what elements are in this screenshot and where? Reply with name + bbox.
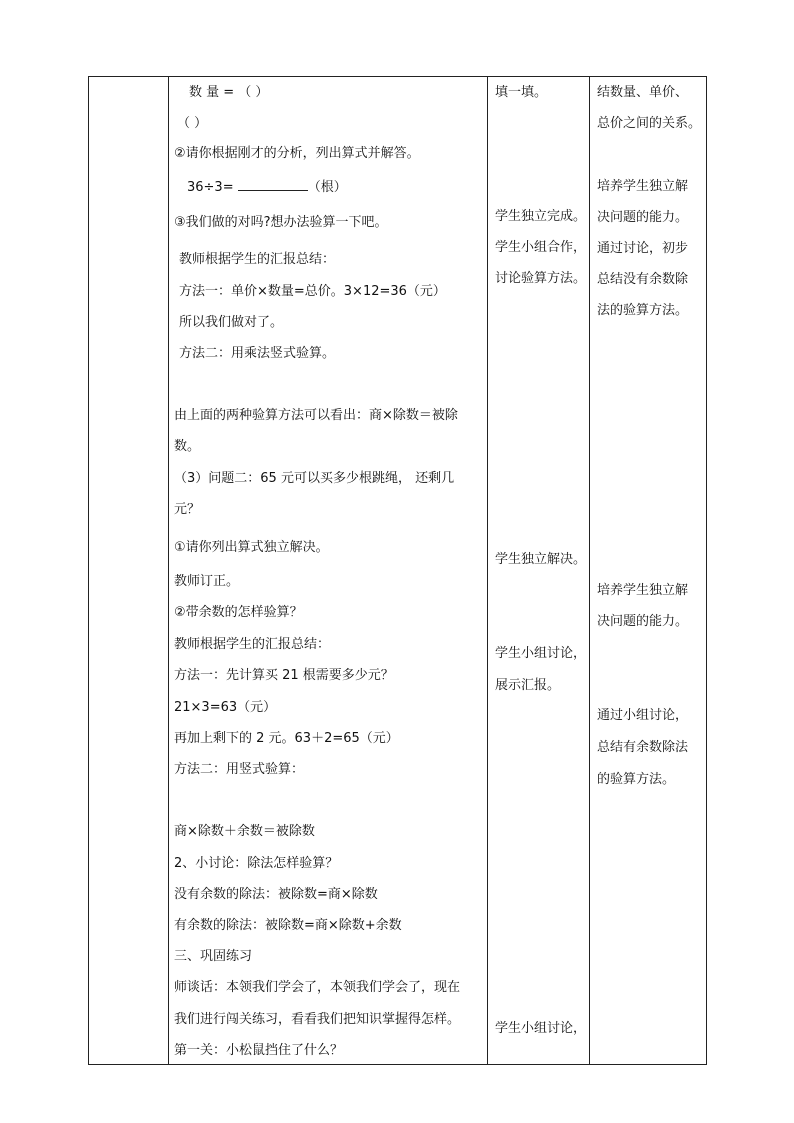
content-line: 21×3=63（元） bbox=[174, 700, 277, 715]
answer-blank bbox=[238, 178, 308, 191]
content-line: 教师订正。 bbox=[174, 574, 240, 589]
content-line: 2、小讨论：除法怎样验算？ bbox=[174, 856, 339, 871]
content-line: 教师根据学生的汇报总结： bbox=[174, 637, 331, 652]
content-line: 有余数的除法：被除数=商×除数+余数 bbox=[174, 918, 402, 933]
purpose-line: 结数量、单价、 bbox=[597, 85, 689, 100]
student-line: 学生小组合作， bbox=[495, 240, 587, 255]
content-line: 方法一：单价×数量=总价。3×12=36（元） bbox=[179, 284, 446, 299]
content-line: ②带余数的怎样验算？ bbox=[174, 605, 303, 620]
student-line: 学生小组讨论， bbox=[495, 646, 587, 661]
purpose-line: 通过小组讨论， bbox=[597, 708, 689, 723]
content-line: 方法一：先计算买 21 根需要多少元？ bbox=[174, 668, 394, 683]
content-line: 没有余数的除法：被除数=商×除数 bbox=[174, 887, 378, 902]
student-activity-column bbox=[488, 77, 589, 1064]
purpose-line: 总结没有余数除 bbox=[597, 272, 689, 287]
teaching-content-column bbox=[169, 77, 487, 1064]
content-line: 数 量 = （ ） bbox=[189, 85, 269, 100]
content-line: 教师根据学生的汇报总结： bbox=[179, 252, 336, 267]
purpose-line: 培养学生独立解 bbox=[597, 179, 689, 194]
lesson-table bbox=[88, 76, 707, 1065]
design-purpose-column bbox=[590, 77, 707, 1064]
content-line bbox=[187, 178, 347, 197]
content-line: 商×除数＋余数＝被除数 bbox=[174, 824, 315, 839]
content-line: 再加上剩下的 2 元。63＋2=65（元） bbox=[174, 731, 399, 746]
student-line: 学生独立完成。 bbox=[495, 209, 587, 224]
purpose-line: 培养学生独立解 bbox=[597, 583, 689, 598]
content-line: 我们进行闯关练习，看看我们把知识掌握得怎样。 bbox=[174, 1012, 461, 1027]
purpose-line: 通过讨论，初步 bbox=[597, 241, 689, 256]
content-line: ③我们做的对吗?想办法验算一下吧。 bbox=[174, 215, 388, 230]
purpose-line: 总结有余数除法 bbox=[597, 740, 689, 755]
student-line: 学生小组讨论， bbox=[495, 1021, 587, 1036]
content-line: 师谈话：本领我们学会了，本领我们学会了，现在 bbox=[174, 980, 461, 995]
content-line: 数。 bbox=[174, 439, 201, 454]
content-line: ②请你根据刚才的分析，列出算式并解答。 bbox=[174, 146, 420, 161]
content-line: 由上面的两种验算方法可以看出：商×除数＝被除 bbox=[174, 408, 458, 423]
unit-text: （根） bbox=[307, 180, 347, 195]
student-line: 讨论验算方法。 bbox=[495, 271, 587, 286]
content-line: ①请你列出算式独立解决。 bbox=[174, 540, 329, 555]
content-line: （ ） bbox=[177, 116, 208, 131]
content-line: 所以我们做对了。 bbox=[179, 315, 284, 330]
purpose-line: 决问题的能力。 bbox=[597, 614, 689, 629]
student-line: 展示汇报。 bbox=[495, 678, 561, 693]
content-line: （3）问题二：65 元可以买多少根跳绳， 还剩几 bbox=[174, 471, 455, 486]
equation-text: 36÷3= bbox=[187, 180, 238, 195]
content-line: 方法二：用竖式验算： bbox=[174, 762, 305, 777]
content-line: 方法二：用乘法竖式验算。 bbox=[179, 346, 336, 361]
purpose-line: 总价之间的关系。 bbox=[597, 116, 702, 131]
purpose-line: 法的验算方法。 bbox=[597, 303, 689, 318]
content-line: 第一关：小松鼠挡住了什么？ bbox=[174, 1043, 344, 1058]
purpose-line: 的验算方法。 bbox=[597, 772, 676, 787]
empty-column bbox=[89, 77, 168, 1064]
content-line: 元？ bbox=[174, 502, 201, 517]
student-line: 学生独立解决。 bbox=[495, 552, 587, 567]
content-line: 三、巩固练习 bbox=[174, 949, 253, 964]
purpose-line: 决问题的能力。 bbox=[597, 210, 689, 225]
student-line: 填一填。 bbox=[495, 85, 548, 100]
